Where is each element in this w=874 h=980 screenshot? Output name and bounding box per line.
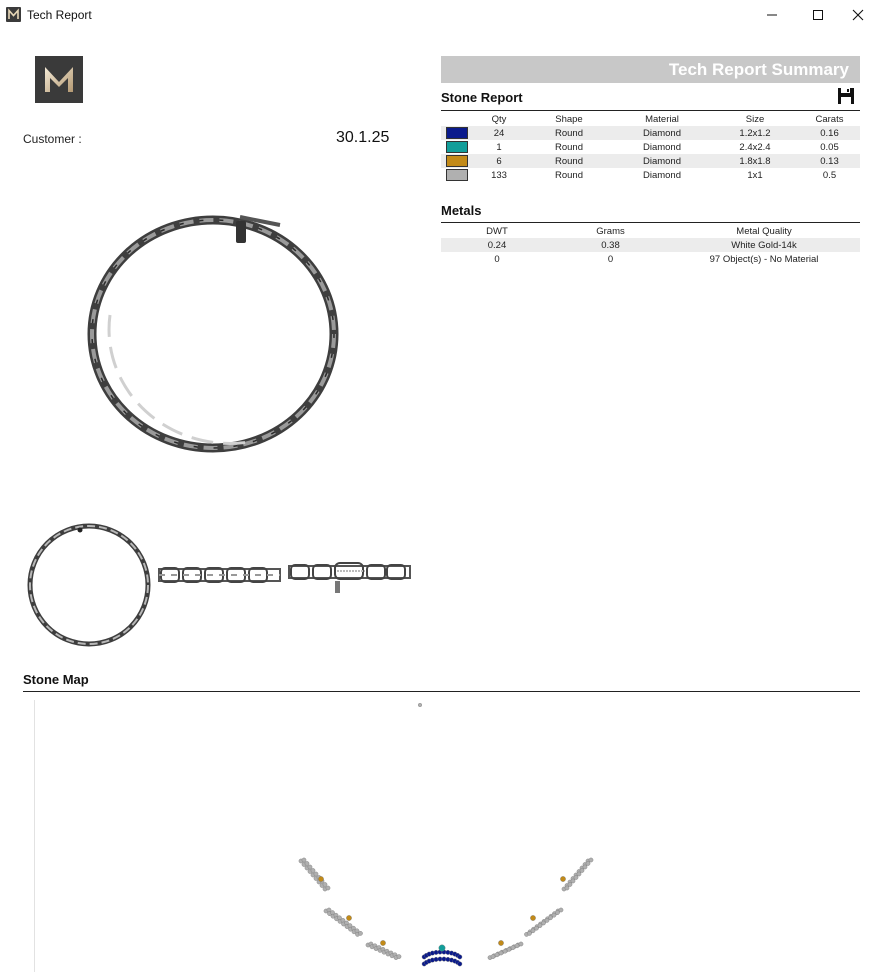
table-row [441, 168, 860, 182]
stone-marker [499, 951, 503, 955]
stone-size: 1.2x1.2 [711, 126, 799, 140]
stone-marker [318, 876, 323, 881]
stone-material: Diamond [613, 154, 711, 168]
minimize-icon [766, 9, 778, 21]
stone-carats: 0.5 [822, 169, 837, 181]
stone-qty: 6 [473, 154, 525, 168]
stone-carats: 0.16 [799, 126, 860, 140]
stone-marker [358, 931, 362, 935]
column-header: Carats [815, 113, 844, 125]
bracelet-side-view [287, 555, 412, 600]
window-title: Tech Report [27, 8, 92, 22]
table-header-row [441, 224, 860, 238]
stone-marker [548, 916, 552, 920]
metal-dwt: 0 [494, 253, 500, 265]
stone-marker [439, 945, 445, 951]
title-bar [0, 0, 874, 30]
stone-color-swatch [446, 169, 468, 181]
table-row [441, 154, 860, 168]
stone-marker [531, 929, 535, 933]
table-row [441, 126, 860, 140]
stone-marker [574, 875, 578, 879]
app-logo-icon [6, 7, 21, 22]
stone-size: 1.8x1.8 [711, 154, 799, 168]
metal-grams: 0.38 [553, 238, 668, 252]
stone-marker [498, 940, 503, 945]
stone-qty: 1 [496, 141, 502, 153]
stone-marker [586, 861, 590, 865]
stone-shape: Round [525, 154, 613, 168]
maximize-button[interactable] [795, 0, 841, 30]
stone-size: 2.4x2.4 [739, 141, 771, 153]
column-header: Material [645, 113, 679, 125]
stone-marker [565, 886, 569, 890]
stone-marker [418, 703, 422, 707]
bracelet-main-view [80, 205, 360, 470]
stone-marker [577, 872, 581, 876]
bracelet-front-view [157, 560, 282, 590]
stone-color-swatch [446, 127, 468, 139]
stone-carats: 0.13 [799, 154, 860, 168]
metals-table [441, 224, 860, 266]
stone-marker [458, 962, 462, 966]
stone-report-table [441, 112, 860, 182]
stone-marker [559, 908, 563, 912]
stone-color-swatch [446, 155, 468, 167]
column-header: Size [745, 113, 765, 125]
stone-marker [511, 946, 515, 950]
table-row [441, 140, 860, 154]
stone-marker [311, 868, 315, 872]
stone-qty: 133 [491, 169, 507, 181]
maximize-icon [812, 9, 824, 21]
stone-marker [323, 882, 327, 886]
customer-label: Customer : [23, 132, 82, 146]
table-row [441, 238, 860, 252]
stone-material: Diamond [642, 141, 682, 153]
column-header: Grams [596, 225, 625, 237]
stone-marker [555, 911, 559, 915]
stone-marker [568, 882, 572, 886]
stone-marker [530, 915, 535, 920]
column-header: Qty [491, 113, 507, 125]
stone-map-divider [23, 691, 860, 692]
table-header-row [441, 112, 860, 126]
metals-divider [441, 222, 860, 223]
summary-title: Tech Report Summary [668, 60, 849, 79]
stone-marker [580, 868, 584, 872]
metal-dwt: 0.24 [441, 238, 553, 252]
company-logo [35, 56, 83, 103]
stone-marker [560, 876, 565, 881]
table-row [441, 252, 860, 266]
close-icon [852, 9, 864, 21]
summary-header [441, 56, 860, 83]
stone-marker [302, 858, 306, 862]
stone-marker [380, 940, 385, 945]
stone-marker [541, 921, 545, 925]
save-icon[interactable] [837, 87, 855, 105]
stone-marker [397, 955, 401, 959]
stone-marker [503, 949, 507, 953]
stone-marker [552, 913, 556, 917]
stone-marker [538, 924, 542, 928]
stone-marker [305, 861, 309, 865]
close-button[interactable] [841, 0, 874, 30]
stone-marker [491, 955, 495, 959]
stone-marker [571, 879, 575, 883]
stone-marker [308, 865, 312, 869]
stone-marker [534, 926, 538, 930]
stone-qty: 24 [473, 126, 525, 140]
stone-color-swatch [446, 141, 468, 153]
stone-marker [438, 957, 442, 961]
metal-grams: 0 [607, 253, 614, 265]
stone-marker [346, 915, 351, 920]
stone-marker [507, 947, 511, 951]
stone-map-title: Stone Map [23, 672, 89, 687]
column-header [441, 112, 473, 126]
stone-shape: Round [525, 126, 613, 140]
stone-material: Diamond [642, 169, 682, 181]
stone-marker [583, 865, 587, 869]
report-date: 30.1.25 [336, 129, 390, 146]
stone-size: 1x1 [747, 169, 763, 181]
stone-marker [314, 872, 318, 876]
bracelet-top-view [24, 518, 154, 648]
stone-marker [519, 942, 523, 946]
stone-shape: Round [555, 141, 583, 153]
stone-marker [326, 886, 330, 890]
stone-marker [495, 953, 499, 957]
column-header: DWT [486, 225, 508, 237]
stone-shape: Round [555, 169, 583, 181]
stone-marker [515, 944, 519, 948]
stone-marker [527, 931, 531, 935]
stone-marker [545, 918, 549, 922]
stone-marker [458, 955, 462, 959]
minimize-button[interactable] [749, 0, 795, 30]
metals-title: Metals [441, 203, 482, 218]
column-header: Shape [555, 113, 583, 125]
stone-report-divider [441, 110, 860, 111]
column-header: Metal Quality [736, 225, 792, 237]
metal-quality: 97 Object(s) - No Material [709, 253, 819, 265]
stone-marker [589, 858, 593, 862]
stone-carats: 0.05 [820, 141, 839, 153]
metal-quality: White Gold-14k [668, 238, 860, 252]
stone-map-view [23, 693, 860, 975]
stone-report-title: Stone Report [441, 90, 523, 105]
stone-material: Diamond [613, 126, 711, 140]
